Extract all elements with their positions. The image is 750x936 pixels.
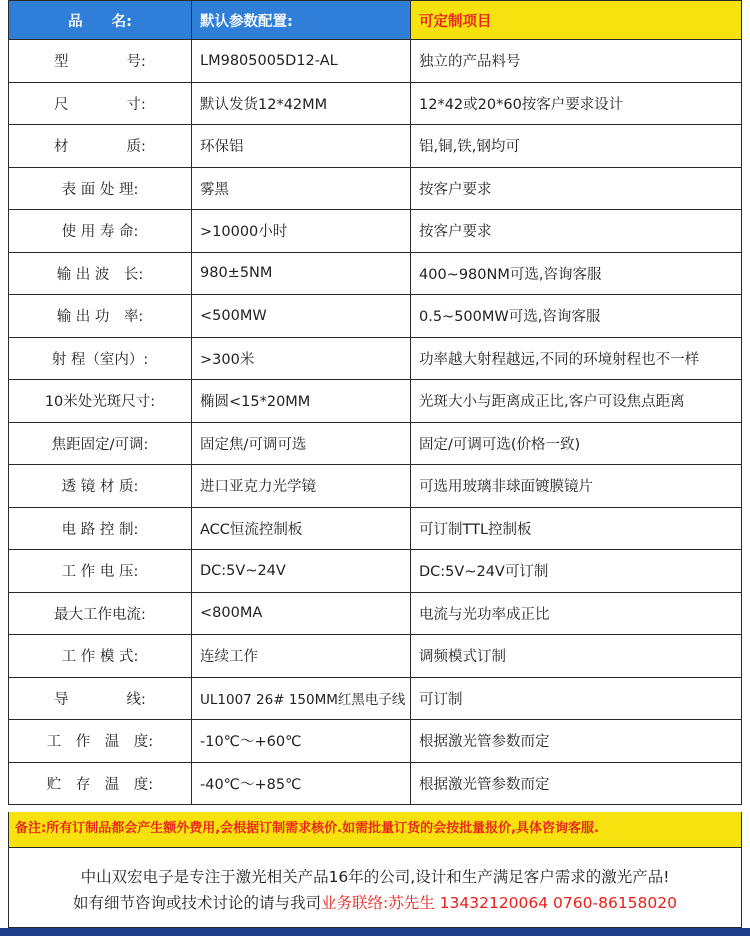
row-custom: 固定/可调可选(价格一致)	[411, 422, 742, 465]
table-row	[9, 380, 742, 423]
row-label: 焦距固定/可调:	[9, 422, 192, 465]
table-row	[9, 295, 742, 338]
row-label: 材 质:	[9, 125, 192, 168]
row-default: -10℃～+60℃	[192, 720, 411, 763]
row-custom: 调频模式订制	[411, 635, 742, 678]
row-label: 射 程（室内）:	[9, 337, 192, 380]
table-row	[9, 337, 742, 380]
row-default: -40℃～+85℃	[192, 762, 411, 805]
row-default: >300米	[192, 337, 411, 380]
row-default: ACC恒流控制板	[192, 507, 411, 550]
table-row	[9, 677, 742, 720]
row-custom: 可订制	[411, 677, 742, 720]
row-custom: 根据激光管参数而定	[411, 720, 742, 763]
row-default: LM9805005D12-AL	[192, 40, 411, 83]
row-label: 输 出 波 长:	[9, 252, 192, 295]
row-default: 连续工作	[192, 635, 411, 678]
row-custom: 按客户要求	[411, 167, 742, 210]
row-custom: 可选用玻璃非球面镀膜镜片	[411, 465, 742, 508]
row-label: 透 镜 材 质:	[9, 465, 192, 508]
company-footer	[8, 848, 742, 928]
row-custom: 0.5~500MW可选,咨询客服	[411, 295, 742, 338]
table-row	[9, 125, 742, 168]
table-row	[9, 40, 742, 83]
row-default: UL1007 26# 150MM红黑电子线	[192, 677, 411, 720]
row-default: 固定焦/可调可选	[192, 422, 411, 465]
table-row	[9, 422, 742, 465]
row-default: <800MA	[192, 592, 411, 635]
row-label: 电 路 控 制:	[9, 507, 192, 550]
row-label: 贮 存 温 度:	[9, 762, 192, 805]
row-label: 最大工作电流:	[9, 592, 192, 635]
table-row	[9, 210, 742, 253]
row-label: 尺 寸:	[9, 82, 192, 125]
table-header-row	[9, 1, 742, 40]
row-custom: 铝,铜,铁,钢均可	[411, 125, 742, 168]
table-row	[9, 82, 742, 125]
row-label: 输 出 功 率:	[9, 295, 192, 338]
row-label: 工 作 温 度:	[9, 720, 192, 763]
row-custom: 电流与光功率成正比	[411, 592, 742, 635]
row-default: >10000小时	[192, 210, 411, 253]
row-custom: 根据激光管参数而定	[411, 762, 742, 805]
table-row	[9, 635, 742, 678]
row-custom: 可订制TTL控制板	[411, 507, 742, 550]
row-custom: 按客户要求	[411, 210, 742, 253]
row-default: 进口亚克力光学镜	[192, 465, 411, 508]
row-default: 椭圆<15*20MM	[192, 380, 411, 423]
table-row	[9, 762, 742, 805]
table-row	[9, 167, 742, 210]
row-label: 使 用 寿 命:	[9, 210, 192, 253]
row-default: 环保铝	[192, 125, 411, 168]
contact-info: 业务联络:苏先生 13432120064 0760-86158020	[321, 894, 677, 912]
row-label: 型 号:	[9, 40, 192, 83]
contact-line	[9, 890, 741, 916]
spec-table	[8, 0, 742, 805]
row-custom: 400~980NM可选,咨询客服	[411, 252, 742, 295]
contact-prompt: 如有细节咨询或技术讨论的请与我司	[72, 894, 321, 912]
row-custom: 独立的产品料号	[411, 40, 742, 83]
table-row	[9, 550, 742, 593]
row-label: 工 作 模 式:	[9, 635, 192, 678]
header-product-name: 品 名:	[9, 1, 192, 40]
remark-note: 备注:所有订制品都会产生额外费用,会根据订制需求核价.如需批量订货的会按批量报价,具体咨询客服.	[8, 812, 742, 848]
row-custom: 光斑大小与距离成正比,客户可设焦点距离	[411, 380, 742, 423]
row-custom: DC:5V~24V可订制	[411, 550, 742, 593]
row-custom: 12*42或20*60按客户要求设计	[411, 82, 742, 125]
header-customizable: 可定制项目	[411, 1, 742, 40]
row-custom: 功率越大射程越远,不同的环境射程也不一样	[411, 337, 742, 380]
table-row	[9, 720, 742, 763]
company-intro: 中山双宏电子是专注于激光相关产品16年的公司,设计和生产满足客户需求的激光产品!	[80, 868, 670, 886]
table-row	[9, 507, 742, 550]
row-label: 表 面 处 理:	[9, 167, 192, 210]
row-default: <500MW	[192, 295, 411, 338]
row-label: 工 作 电 压:	[9, 550, 192, 593]
bottom-bar	[0, 928, 750, 936]
row-default: 雾黑	[192, 167, 411, 210]
table-row	[9, 592, 742, 635]
row-default: 默认发货12*42MM	[192, 82, 411, 125]
row-label: 10米处光斑尺寸:	[9, 380, 192, 423]
table-row	[9, 465, 742, 508]
row-default: 980±5NM	[192, 252, 411, 295]
row-default: DC:5V~24V	[192, 550, 411, 593]
header-default-config: 默认参数配置:	[192, 1, 411, 40]
table-row	[9, 252, 742, 295]
row-label: 导 线:	[9, 677, 192, 720]
